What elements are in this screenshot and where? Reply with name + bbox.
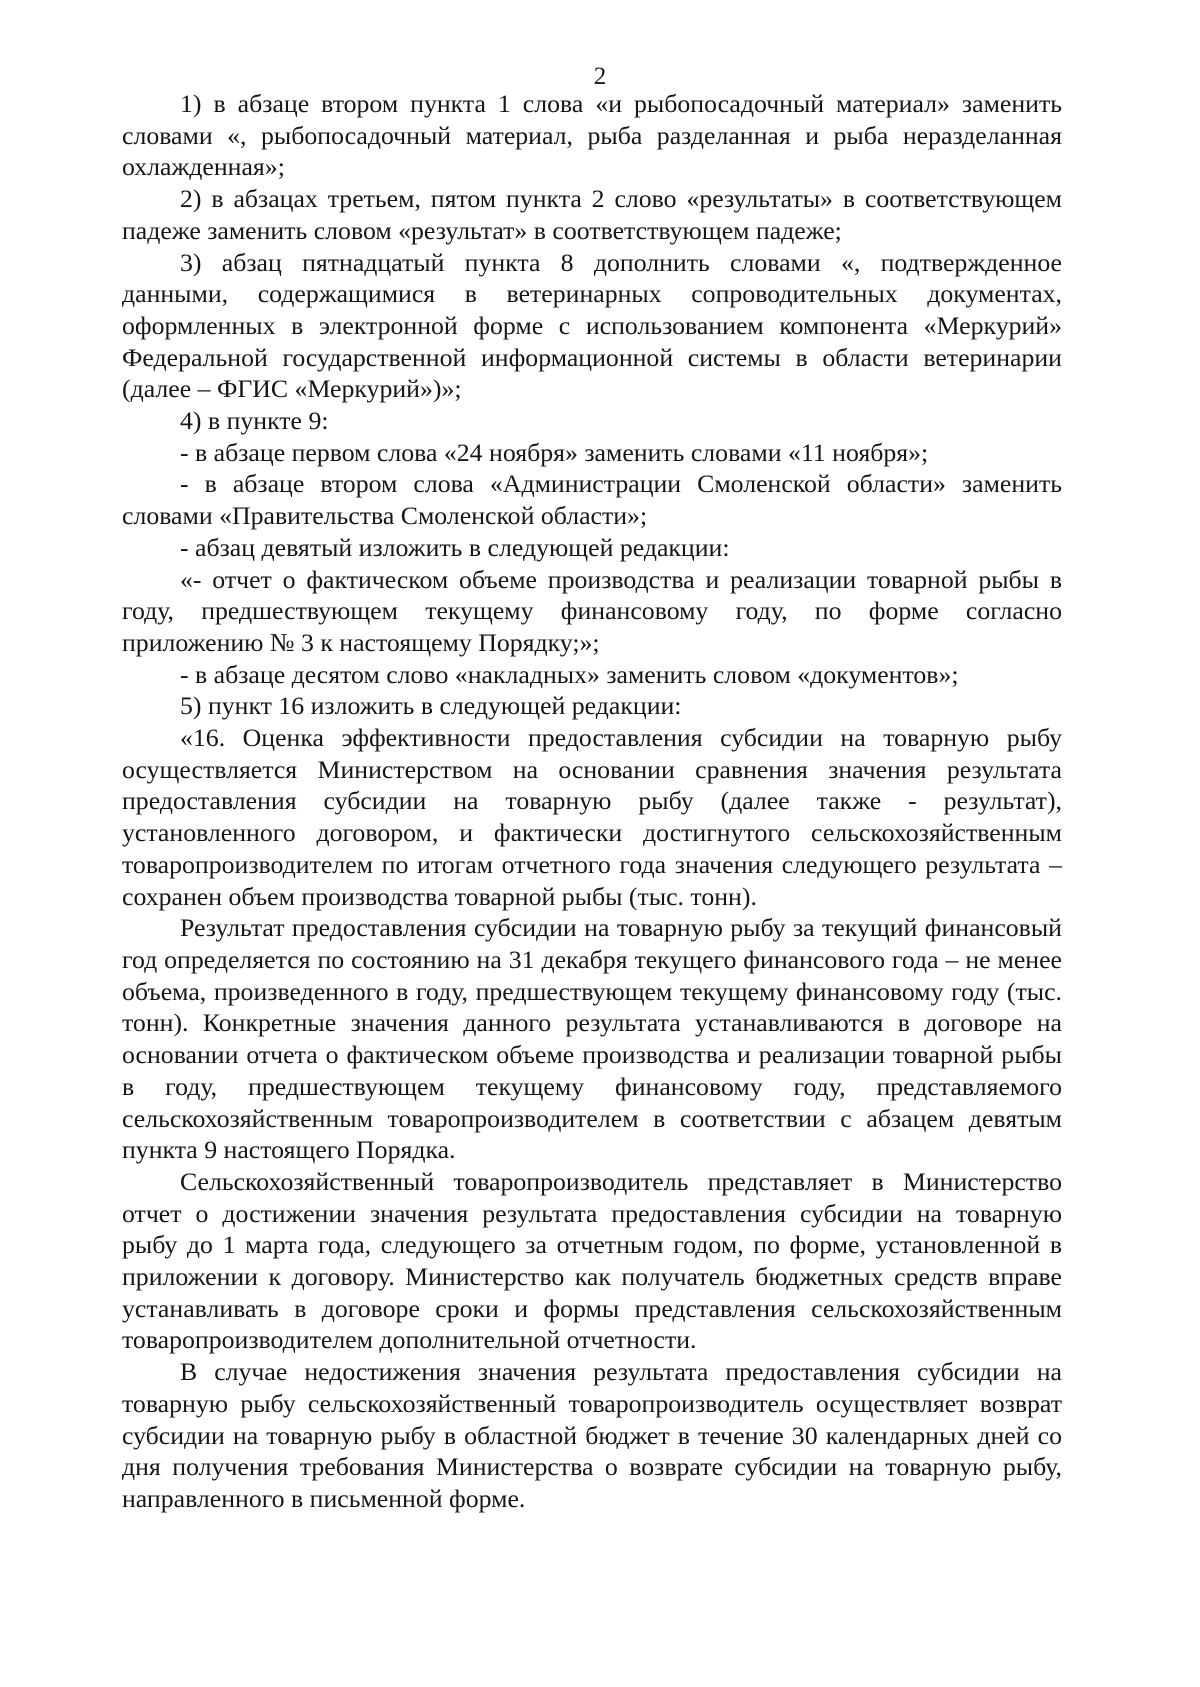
document-body bbox=[122, 88, 1062, 1515]
paragraph-subitem-ninth-abzats: - абзац девятый изложить в следующей редакции: bbox=[180, 532, 730, 562]
paragraph-point-16: «16. Оценка эффективности предоставления субсидии на товарную рыбу осуществляется Министерством на основании сравнения значения результата предоставления субсидии на товарную рыбу (далее также - результат), установленного договором, и фактически достигнутого сельскохозяйственным товаропроизводителем по итогам отчетного года значения следующего результата – сохранен объем производства товарной рыбы (тыс. тонн). bbox=[122, 723, 1062, 911]
paragraph-item-5-heading: 5) пункт 16 изложить в следующей редакции: bbox=[180, 691, 682, 721]
paragraph-item-1: 1) в абзаце втором пункта 1 слова «и рыбопосадочный материал» заменить словами «, рыбопосадочный материал, рыба разделанная и рыба неразделанная охлажденная»; bbox=[122, 89, 1062, 182]
paragraph-subitem-first-abzats: - в абзаце первом слова «24 ноября» заменить словами «11 ноября»; bbox=[180, 437, 929, 467]
paragraph-report-submission: Сельскохозяйственный товаропроизводитель представляет в Министерство отчет о достижении значения результата предоставления субсидии на товарную рыбу до 1 марта года, следующего за отчетным годом, по форме, установленной в приложении к договору. Министерство как получатель бюджетных средств вправе устанавливать в договоре сроки и формы представления сельскохозяйственным товаропроизводителем дополнительной отчетности. bbox=[122, 1166, 1062, 1355]
paragraph-quoted-report: «- отчет о фактическом объеме производства и реализации товарной рыбы в году, предшествующем текущему финансовому году, по форме согласно приложению № 3 к настоящему Порядку;»; bbox=[122, 564, 1062, 657]
paragraph-item-3: 3) абзац пятнадцатый пункта 8 дополнить словами «, подтвержденное данными, содержащимися в ветеринарных сопроводительных документах, оформленных в электронной форме с использованием компонента «Меркурий» Федеральной государственной информационной системы в области ветеринарии (далее – ФГИС «Меркурий»)»; bbox=[122, 247, 1062, 404]
paragraph-result-definition: Результат предоставления субсидии на товарную рыбу за текущий финансовый год определяется по состоянию на 31 декабря текущего финансового года – не менее объема, произведенного в году, предшествующем текущему финансовому году (тыс. тонн). Конкретные значения данного результата устанавливаются в договоре на основании отчета о фактическом объеме производства и реализации товарной рыбы в году, предшествующем текущему финансовому году, представляемого сельскохозяйственным товаропроизводителем в соответствии с абзацем девятым пункта 9 настоящего Порядка. bbox=[122, 913, 1062, 1165]
paragraph-subitem-second-abzats: - в абзаце втором слова «Администрации Смоленской области» заменить словами «Правительства Смоленской области»; bbox=[122, 469, 1062, 531]
page-number: 2 bbox=[593, 63, 607, 90]
paragraph-subsidy-return: В случае недостижения значения результата предоставления субсидии на товарную рыбу сельскохозяйственный товаропроизводитель осуществляет возврат субсидии на товарную рыбу в областной бюджет в течение 30 календарных дней со дня получения требования Министерства о возврате субсидии на товарную рыбу, направленного в письменной форме. bbox=[122, 1357, 1062, 1513]
paragraph-item-2: 2) в абзацах третьем, пятом пункта 2 слово «результаты» в соответствующем падеже заменить словом «результат» в соответствующем падеже; bbox=[122, 184, 1062, 245]
paragraph-item-4-heading: 4) в пункте 9: bbox=[180, 406, 329, 436]
paragraph-subitem-tenth-abzats: - в абзаце десятом слово «накладных» заменить словом «документов»; bbox=[180, 659, 959, 689]
